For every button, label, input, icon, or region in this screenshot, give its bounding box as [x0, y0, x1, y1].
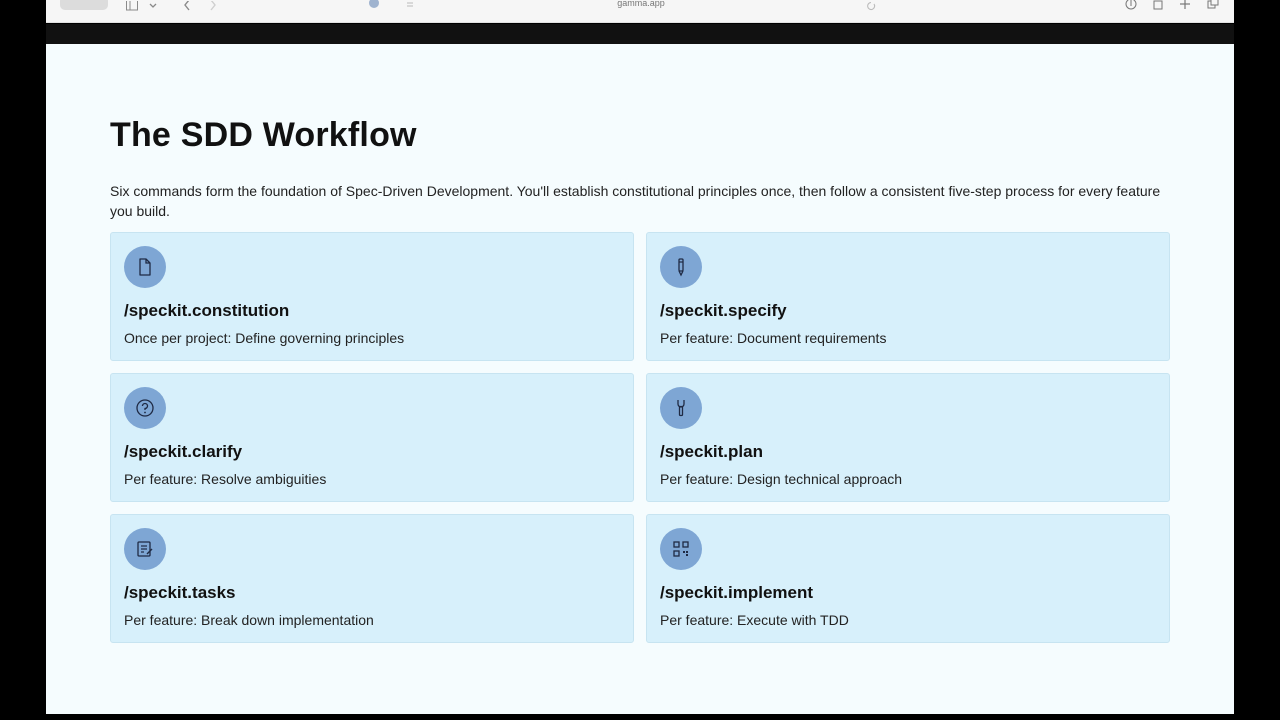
command-description: Per feature: Design technical approach: [660, 471, 903, 487]
slide-page: [46, 44, 1234, 714]
question-icon: [124, 387, 166, 429]
command-description: Per feature: Execute with TDD: [660, 612, 849, 628]
command-card-tasks[interactable]: [110, 514, 634, 643]
forward-arrow-icon[interactable]: [206, 0, 220, 12]
browser-toolbar: [46, 0, 1234, 23]
intro-paragraph: Six commands form the foundation of Spec-Driven Development. You'll establish constitutional principles once, then follow a consistent five-step process for every feature you build.: [110, 183, 1161, 219]
sidebar-toggle-button[interactable]: [60, 0, 108, 10]
command-card-clarify[interactable]: [110, 373, 634, 502]
pencil-icon: [660, 246, 702, 288]
reader-icon[interactable]: [403, 0, 417, 12]
command-description: Per feature: Document requirements: [660, 330, 887, 346]
new-tab-plus-icon[interactable]: [1177, 0, 1193, 12]
command-name: /speckit.clarify: [124, 442, 243, 461]
command-name: /speckit.plan: [660, 442, 763, 461]
command-card-plan[interactable]: [646, 373, 1170, 502]
command-name: /speckit.implement: [660, 583, 814, 602]
command-description: Per feature: Resolve ambiguities: [124, 471, 327, 487]
page-title: The SDD Workflow: [110, 116, 417, 154]
command-name: /speckit.tasks: [124, 583, 236, 602]
letterbox-bar: [46, 24, 1234, 44]
command-name: /speckit.specify: [660, 301, 787, 320]
wrench-icon: [660, 387, 702, 429]
tabs-overview-icon[interactable]: [1205, 0, 1221, 12]
tab-overview-icon[interactable]: [120, 0, 144, 12]
command-card-implement[interactable]: [646, 514, 1170, 643]
address-bar-url[interactable]: gamma.app: [617, 0, 665, 8]
browser-window: [46, 0, 1234, 716]
task-list-icon: [124, 528, 166, 570]
download-icon[interactable]: [1123, 0, 1139, 12]
command-card-specify[interactable]: [646, 232, 1170, 361]
command-description: Once per project: Define governing principles: [124, 330, 405, 346]
reload-icon[interactable]: [864, 0, 878, 12]
chevron-down-icon[interactable]: [146, 0, 160, 12]
command-description: Per feature: Break down implementation: [124, 612, 374, 628]
privacy-shield-icon[interactable]: [366, 0, 382, 12]
share-icon[interactable]: [1150, 0, 1166, 12]
command-card-constitution[interactable]: [110, 232, 634, 361]
back-arrow-icon[interactable]: [180, 0, 194, 12]
document-icon: [124, 246, 166, 288]
command-name: /speckit.constitution: [124, 301, 290, 320]
qr-code-icon: [660, 528, 702, 570]
